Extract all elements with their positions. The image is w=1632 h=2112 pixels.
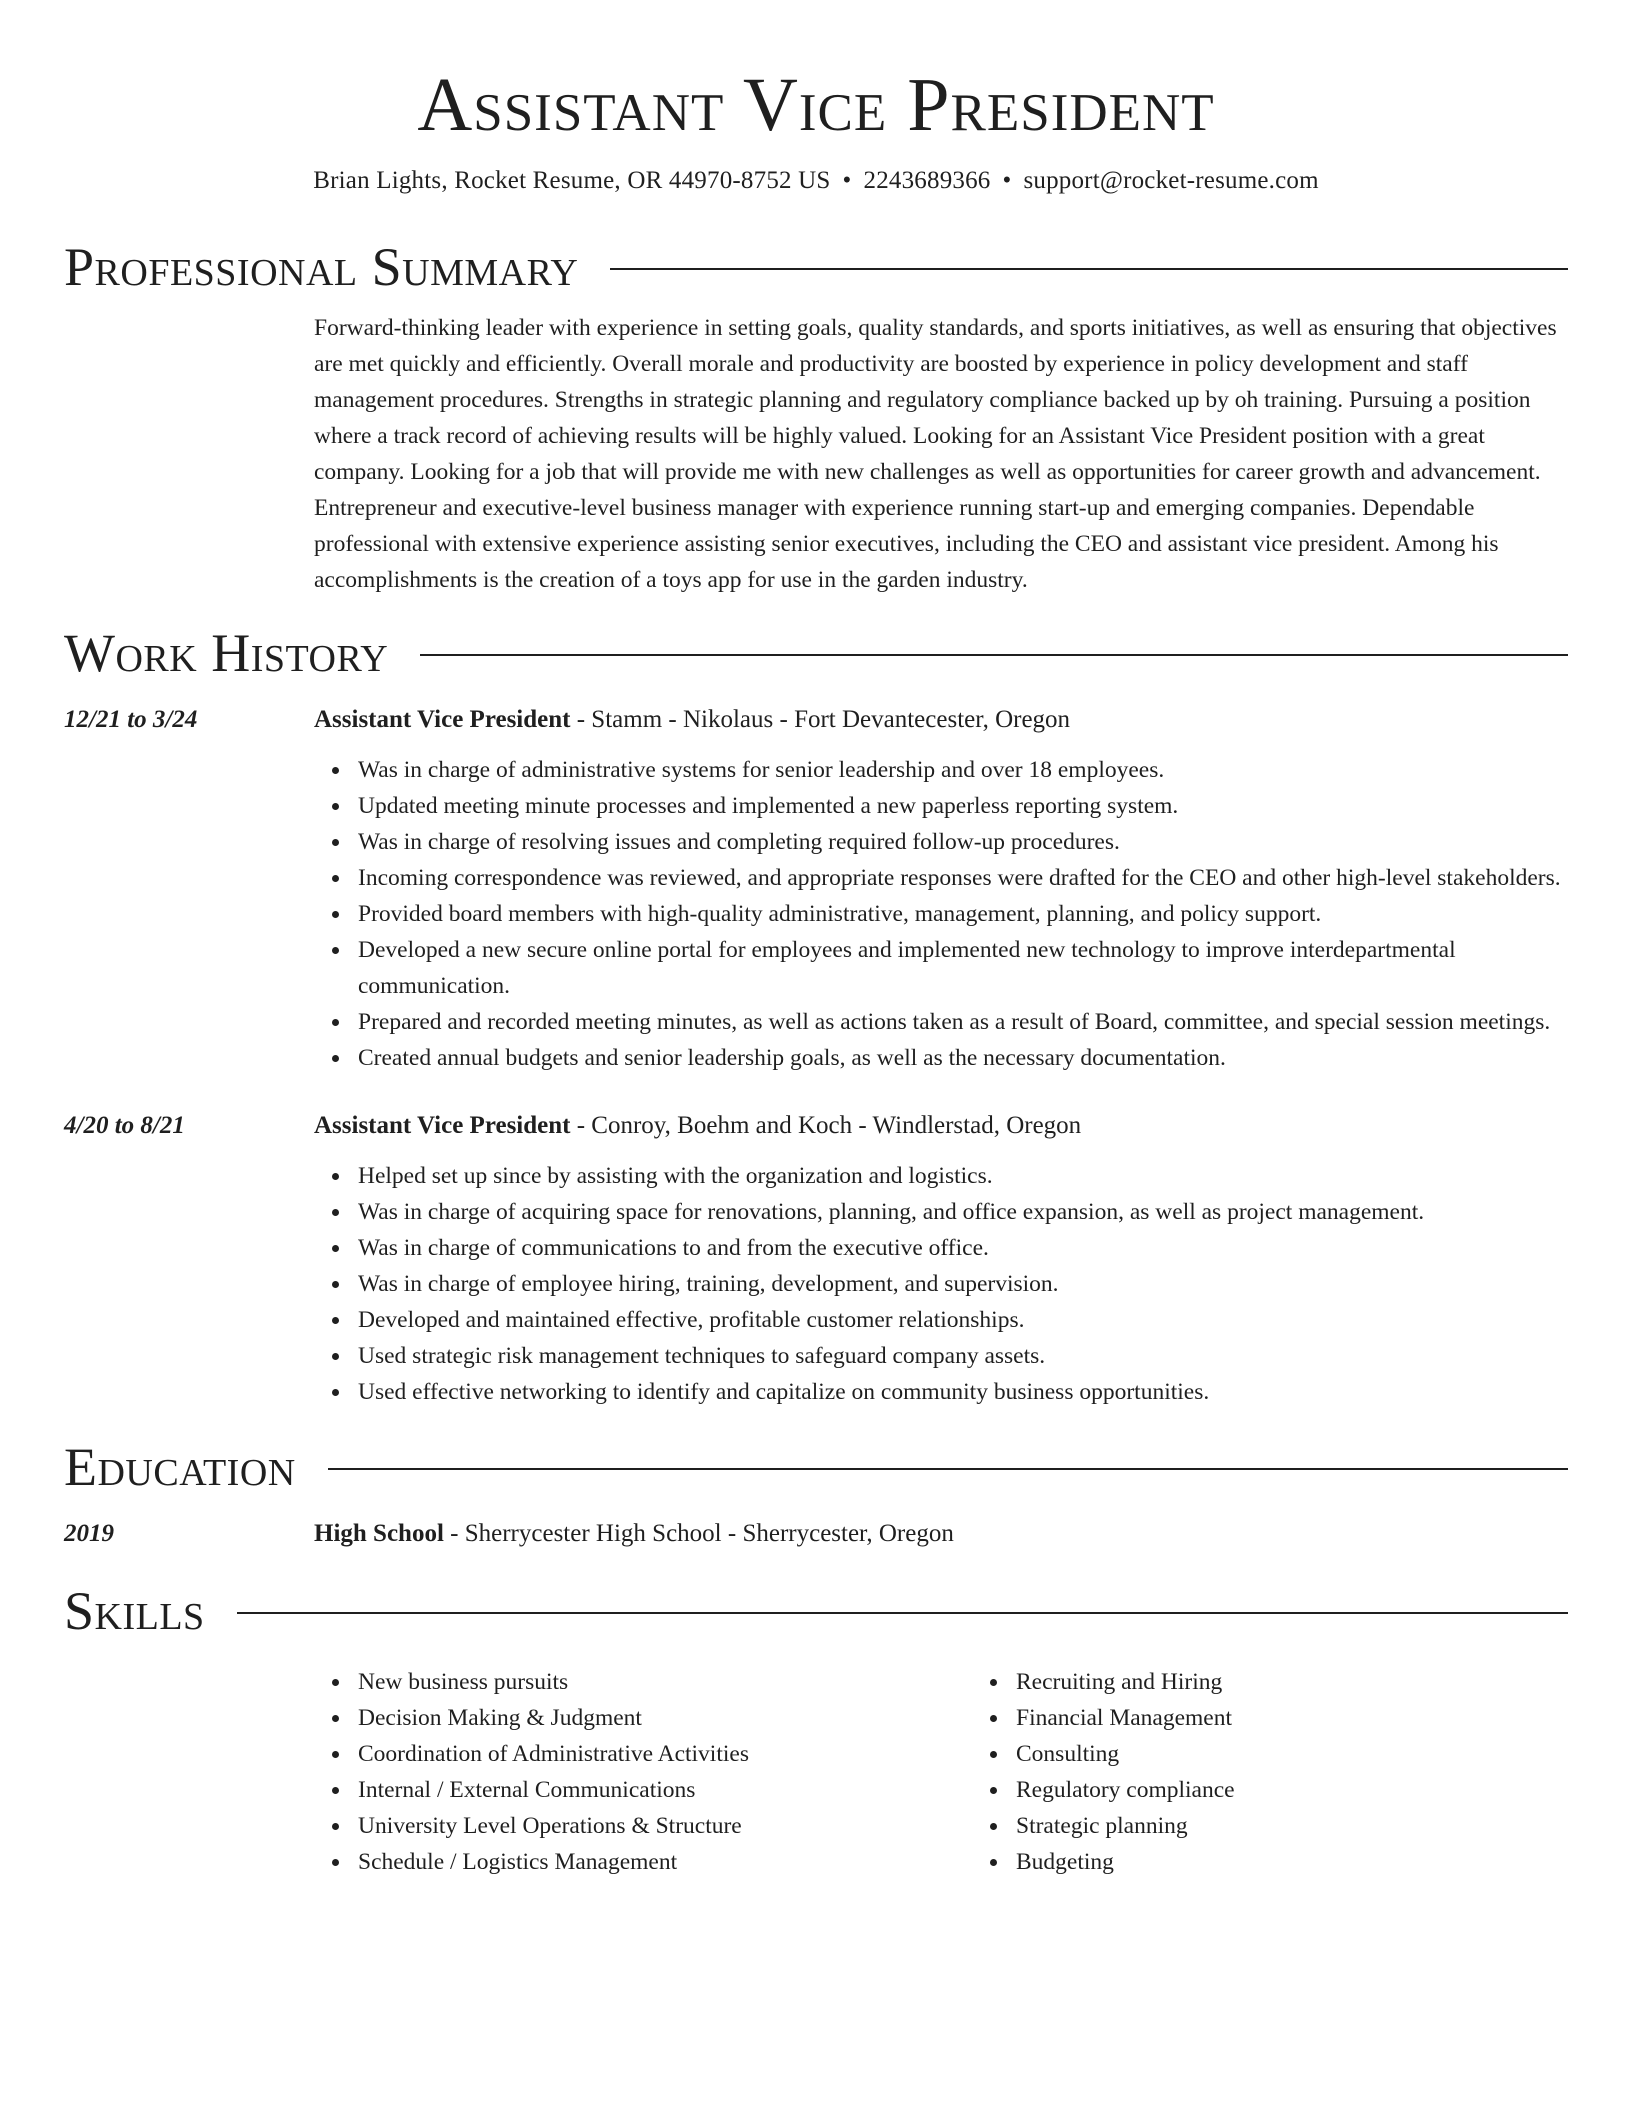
- contact-address: Brian Lights, Rocket Resume, OR 44970-8752 US: [313, 167, 831, 194]
- education-degree: High School: [314, 1520, 444, 1547]
- job-bullet: Was in charge of employee hiring, training, development, and supervision.: [358, 1266, 1568, 1302]
- job-bullets: [314, 1158, 1568, 1410]
- skill-item: Coordination of Administrative Activities: [358, 1736, 972, 1772]
- job-dates: 12/21 to 3/24: [64, 706, 198, 733]
- skill-item: Financial Management: [1016, 1700, 1630, 1736]
- section-divider: [610, 268, 1568, 270]
- skill-item: Decision Making & Judgment: [358, 1700, 972, 1736]
- summary-text: Forward-thinking leader with experience in setting goals, quality standards, and sports initiatives, as well as ensuring that objectives are met quickly and efficiently. Overall morale and productivity are boosted by experience in policy development and staff management procedures. Strengths in strategic planning and regulatory compliance backed up by oh training. Pursuing a position where a track record of achieving results will be highly valued. Looking for an Assistant Vice President position with a great company. Looking for a job that will provide me with new challenges as well as opportunities for career growth and advancement. Entrepreneur and executive-level business manager with experience running start-up and emerging companies. Dependable professional with extensive experience assisting senior executives, including the CEO and assistant vice president. Among his accomplishments is the creation of a toys app for use in the garden industry.: [314, 315, 1557, 593]
- job-dates: 4/20 to 8/21: [64, 1112, 185, 1139]
- job-entry: [64, 1108, 1568, 1410]
- education-line: [314, 1516, 1568, 1552]
- job-details: - Stamm - Nikolaus - Fort Devantecester, Oregon: [570, 706, 1071, 733]
- work-section-header: [64, 618, 1568, 688]
- job-bullet: Updated meeting minute processes and implemented a new paperless reporting system.: [358, 788, 1568, 824]
- skills-section-header: [64, 1576, 1568, 1646]
- section-divider: [237, 1612, 1568, 1614]
- resume-title: Assistant Vice President: [417, 63, 1215, 147]
- contact-email: support@rocket-resume.com: [1023, 167, 1319, 194]
- skill-item: University Level Operations & Structure: [358, 1808, 972, 1844]
- skill-item: Schedule / Logistics Management: [358, 1844, 972, 1880]
- contact-phone: 2243689366: [863, 167, 991, 194]
- job-title: Assistant Vice President: [314, 1112, 571, 1139]
- section-heading: Professional Summary: [64, 237, 579, 297]
- job-bullet: Helped set up since by assisting with the organization and logistics.: [358, 1158, 1568, 1194]
- job-bullet: Provided board members with high-quality administrative, management, planning, and policy support.: [358, 896, 1568, 932]
- summary-left-spacer: [64, 310, 314, 598]
- summary-row: [64, 310, 1568, 598]
- education-body: [314, 1516, 1568, 1552]
- summary-body: [314, 310, 1568, 598]
- contact-line: [64, 164, 1568, 198]
- job-bullet: Was in charge of administrative systems for senior leadership and over 18 employees.: [358, 752, 1568, 788]
- section-divider: [328, 1468, 1568, 1470]
- job-body: [314, 1108, 1568, 1410]
- section-divider: [420, 654, 1568, 656]
- education-year: 2019: [64, 1520, 114, 1547]
- job-details: - Conroy, Boehm and Koch - Windlerstad, Oregon: [570, 1112, 1082, 1139]
- skills-list-right: [972, 1664, 1630, 1880]
- section-heading: Skills: [64, 1581, 205, 1641]
- contact-separator: •: [842, 167, 852, 194]
- job-bullet: Was in charge of communications to and from the executive office.: [358, 1230, 1568, 1266]
- section-heading: Work History: [64, 623, 389, 683]
- job-bullet: Was in charge of acquiring space for renovations, planning, and office expansion, as well as project management.: [358, 1194, 1568, 1230]
- skill-item: Strategic planning: [1016, 1808, 1630, 1844]
- job-bullet: Incoming correspondence was reviewed, and appropriate responses were drafted for the CEO and other high-level stakeholders.: [358, 860, 1568, 896]
- job-bullet: Was in charge of resolving issues and completing required follow-up procedures.: [358, 824, 1568, 860]
- skill-item: Internal / External Communications: [358, 1772, 972, 1808]
- job-bullet: Created annual budgets and senior leadership goals, as well as the necessary documentation.: [358, 1040, 1568, 1076]
- skills-left-spacer: [64, 1664, 314, 1880]
- contact-separator: •: [1002, 167, 1012, 194]
- skill-item: Regulatory compliance: [1016, 1772, 1630, 1808]
- skill-item: Recruiting and Hiring: [1016, 1664, 1630, 1700]
- education-entry: [64, 1516, 1568, 1552]
- job-bullet: Used strategic risk management techniques to safeguard company assets.: [358, 1338, 1568, 1374]
- section-heading: Education: [64, 1437, 296, 1497]
- job-bullets: [314, 752, 1568, 1076]
- job-bullet: Used effective networking to identify and capitalize on community business opportunities.: [358, 1374, 1568, 1410]
- summary-section-header: [64, 232, 1568, 302]
- skill-item: Budgeting: [1016, 1844, 1630, 1880]
- education-details: - Sherrycester High School - Sherrycester, Oregon: [443, 1520, 954, 1547]
- job-entry: [64, 702, 1568, 1076]
- skill-item: Consulting: [1016, 1736, 1630, 1772]
- skills-grid: [314, 1664, 1630, 1880]
- job-title-line: [314, 1108, 1568, 1144]
- job-title: Assistant Vice President: [314, 706, 571, 733]
- job-bullet: Developed a new secure online portal for employees and implemented new technology to improve interdepartmental communication.: [358, 932, 1568, 1004]
- skills-body: [314, 1664, 1630, 1880]
- job-bullet: Prepared and recorded meeting minutes, as well as actions taken as a result of Board, committee, and special session meetings.: [358, 1004, 1568, 1040]
- job-bullet: Developed and maintained effective, profitable customer relationships.: [358, 1302, 1568, 1338]
- education-section-header: [64, 1432, 1568, 1502]
- skill-item: New business pursuits: [358, 1664, 972, 1700]
- skills-list-left: [314, 1664, 972, 1880]
- job-title-line: [314, 702, 1568, 738]
- job-body: [314, 702, 1568, 1076]
- skills-row: [64, 1664, 1568, 1880]
